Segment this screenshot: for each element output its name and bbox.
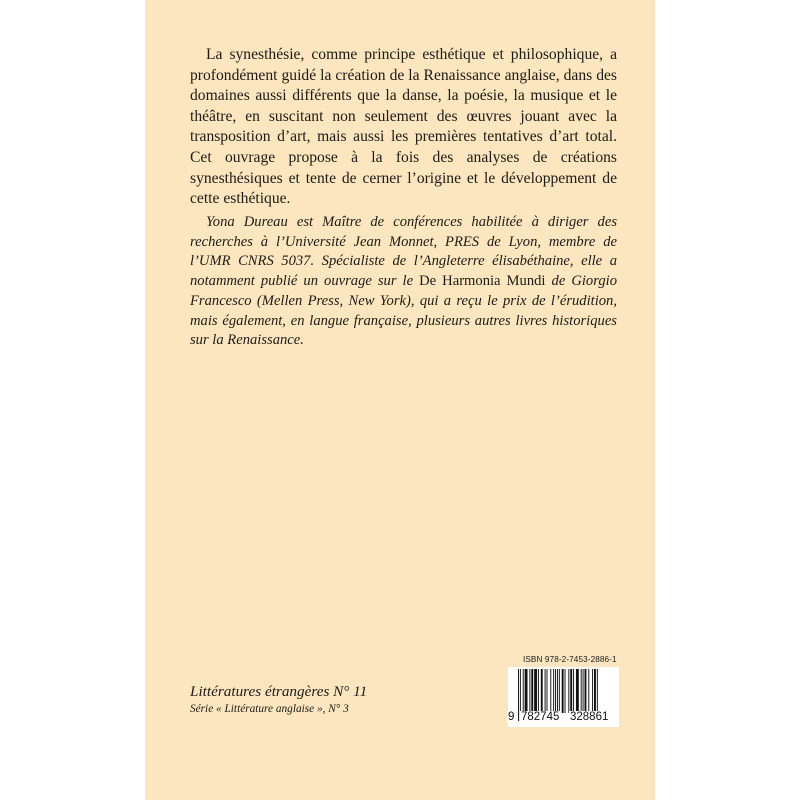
barcode-bar — [570, 669, 572, 713]
barcode-bar — [545, 669, 546, 713]
barcode-bar — [547, 669, 548, 713]
work-title: De Harmonia Mundi — [419, 273, 546, 290]
barcode-bar — [562, 669, 564, 713]
barcode-bar — [541, 669, 543, 713]
series-info — [190, 682, 367, 718]
barcode-bar — [588, 669, 589, 713]
barcode-digit-first: 9 — [508, 711, 515, 723]
author-bio-part1: Yona Dureau est Maître de conférences habilitée à diriger des recherches à l’Université Jean Monnet, PRES de Lyon, membre de l’UMR CNRS 5037. Spécialiste de l’Angleterre élisabéthaine, elle a notamment publié un ouvrage sur le — [190, 214, 617, 290]
barcode-bar — [531, 669, 533, 713]
back-cover — [145, 0, 655, 800]
series-title: Littératures étrangères N° 11 — [190, 683, 368, 700]
barcode-bar — [523, 669, 524, 713]
barcode-bar — [585, 669, 587, 713]
barcode-digits — [508, 711, 619, 725]
barcode-digits-group1: 782745 — [521, 711, 560, 723]
isbn-label: ISBN 978-2-7453-2886-1 — [523, 655, 617, 664]
barcode-bar — [525, 669, 528, 713]
barcode-bar — [550, 669, 551, 713]
barcode-digits-group2: 328861 — [570, 711, 609, 723]
book-summary: La synesthésie, comme principe esthétique et philosophique, a profondément guidé la création de la Renaissance anglaise, dans des domaines aussi différents que la danse, la poésie, la musique et le théâtre, en suscitant non seulement des œuvres jouant avec la transposition d’art, mais aussi les premières tentatives d’art total. Cet ouvrage propose à la fois des analyses de créations synesthésiques et tente de cerner l’origine et le développement de cette esthétique. — [190, 46, 617, 208]
author-bio-part2: de Giorgio Francesco (Mellen Press, New York), qui a reçu le prix de l’érudition, mais également, en langue française, plusieurs autres livres historiques sur la Renaissance. — [190, 273, 617, 349]
barcode-bar — [573, 669, 574, 713]
series-subtitle: Série « Littérature anglaise », N° 3 — [190, 703, 349, 715]
barcode-bar — [565, 669, 566, 713]
barcode-bar — [583, 669, 584, 713]
barcode-bar — [592, 669, 593, 713]
barcode-bar — [534, 669, 537, 713]
barcode-bar — [594, 669, 596, 713]
barcode-bar — [581, 669, 582, 713]
barcode-bar — [529, 669, 530, 713]
barcode-bar — [576, 669, 579, 713]
barcode-bar — [538, 669, 539, 713]
author-bio — [190, 213, 617, 351]
barcode-bar — [553, 669, 554, 713]
barcode-bar — [568, 669, 569, 713]
